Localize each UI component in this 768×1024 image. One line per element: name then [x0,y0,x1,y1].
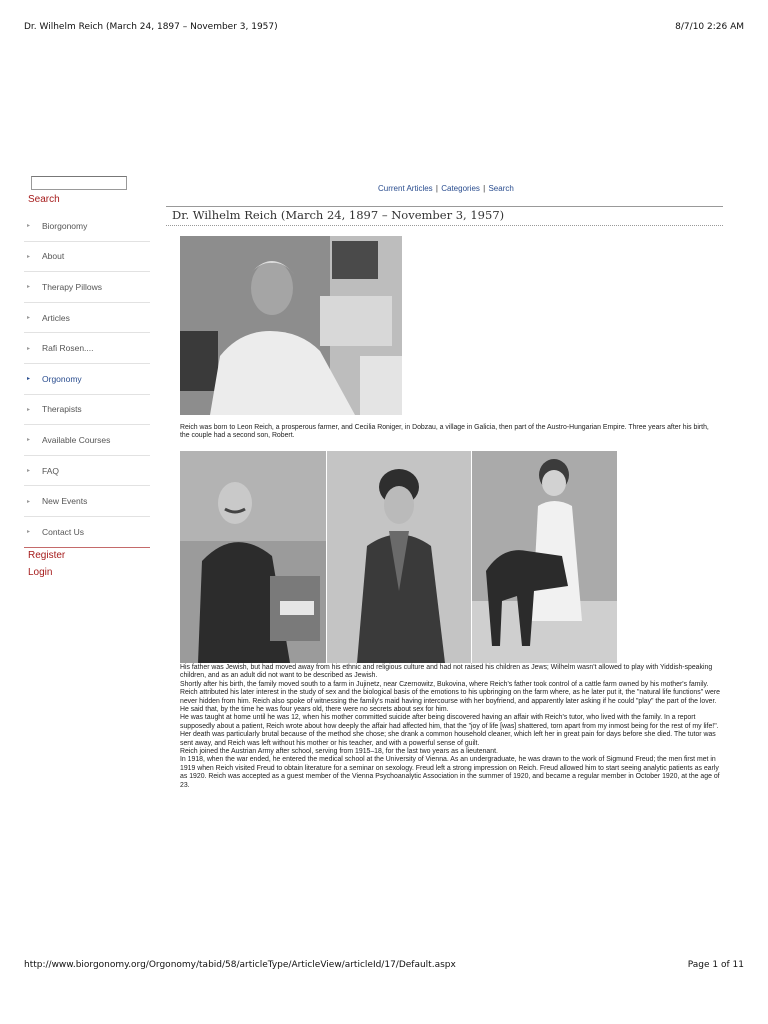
article-paragraph: He was taught at home until he was 12, when his mother committed suicide after being discovered having an affair with Reich's tutor, who lived with the family. In a report supposedly about a patient, Reich wrote about how deeply the affair had affected him, that the "joy of life [was] shattered, torn apart from my inmost being for the rest of my life!". [180,714,719,730]
nav-separator: | [483,184,486,193]
article-paragraph: Reich joined the Austrian Army after school, serving from 1915–18, for the last two years as a lieutenant. [180,748,498,756]
article-body [180,664,720,790]
title-divider-top [166,206,723,207]
arrow-right-icon: ▸ [27,437,31,444]
sidebar-item-label: FAQ [42,465,60,476]
current-articles-link[interactable]: Current Articles [378,184,433,193]
sidebar-item-label: Therapy Pillows [42,281,102,292]
sidebar-item-label: Available Courses [42,434,111,445]
article-paragraph: Shortly after his birth, the family moved south to a farm in Jujinetz, near Czernowitz, Bukovina, where Reich's father took control of a cattle farm owned by his mother's family. Reich attributed his later interest in the study of sex and the biological basis of the emotions to his upbringing on the farm where, as he later put it, the "natural life functions" were never hidden from him. Reich also spoke of witnessing the family's maid having intercourse with her boyfriend, and apparently later asking if he could "play" the part of the lover. He said that, by the time he was four years old, there were no secrets about sex for him. [180,680,720,714]
print-header [24,22,744,32]
sidebar-item-therapists[interactable] [24,395,150,426]
sidebar-item-label: Biorgonomy [42,220,88,231]
arrow-right-icon: ▸ [27,223,31,230]
article-paragraph: Her death was particularly brutal because of the method she chose; she drank a common household cleaner, which left her in great pain for days before she died. The tutor was sent away, and Reich was left without his mother or his teacher, and with a powerful sense of guilt. [180,731,716,747]
title-divider-bottom [166,225,723,226]
print-doc-title: Dr. Wilhelm Reich (March 24, 1897 – November 3, 1957) [24,22,278,32]
login-link[interactable]: Login [28,567,53,578]
nav-separator: | [435,184,438,193]
sidebar-item-label: Articles [42,312,70,323]
search-link[interactable]: Search [28,194,60,205]
photo-caption: Reich was born to Leon Reich, a prosperous farmer, and Cecilia Roniger, in Dobzau, a village in Galicia, then part of the Austro-Hungarian Empire. Three years after his birth, the couple had a second son, Robert. [180,424,709,440]
sidebar-item-about[interactable] [24,242,150,273]
article-paragraph: In 1918, when the war ended, he entered the medical school at the University of Vienna. As an undergraduate, he was drawn to the work of Sigmund Freud; the men first met in 1919 when Reich visited Freud to obtain literature for a seminar on sexology. Freud left a strong impression on Reich. Freud allowed him to start seeing analytic patients as early as 1920. Reich was accepted as a guest member of the Vienna Psychoanalytic Association in the summer of 1920, and became a regular member in October 1920, at the age of 23. [180,756,720,789]
sidebar-item-label: New Events [42,496,88,507]
sidebar-item-contact-us[interactable] [24,517,150,548]
arrow-right-icon: ▸ [27,345,31,352]
arrow-right-icon: ▸ [27,253,31,260]
sidebar-item-label: About [42,251,65,262]
sidebar-item-orgonomy[interactable] [24,364,150,395]
arrow-right-icon: ▸ [27,529,31,536]
arrow-right-icon: ▸ [27,468,31,475]
sidebar-item-label: Rafi Rosen.... [42,343,94,354]
arrow-right-icon: ▸ [27,315,31,322]
arrow-right-icon: ▸ [27,376,31,383]
print-datetime: 8/7/10 2:26 AM [675,22,744,32]
print-url: http://www.biorgonomy.org/Orgonomy/tabid/58/articleType/ArticleView/articleId/17/Default.aspx [24,960,456,970]
register-link[interactable]: Register [28,550,66,561]
father-photo [180,451,326,663]
article-title: Dr. Wilhelm Reich (March 24, 1897 – November 3, 1957) [172,208,505,222]
sidebar-item-rafi-rosen[interactable] [24,333,150,364]
sidebar-item-therapy-pillows[interactable] [24,272,150,303]
arrow-right-icon: ▸ [27,406,31,413]
categories-link[interactable]: Categories [441,184,480,193]
reich-portrait-photo [180,236,402,415]
sidebar-item-faq[interactable] [24,456,150,487]
arrow-right-icon: ▸ [27,498,31,505]
sidebar-item-label: Contact Us [42,526,85,537]
arrow-right-icon: ▸ [27,284,31,291]
sidebar-item-new-events[interactable] [24,486,150,517]
sidebar-item-label: Orgonomy [42,373,82,384]
print-page-number: Page 1 of 11 [687,960,744,970]
search-input[interactable] [31,176,127,190]
print-footer [24,960,744,970]
article-topnav [378,184,514,193]
sidebar-item-available-courses[interactable] [24,425,150,456]
sidebar-item-label: Therapists [42,404,82,415]
sidebar-item-articles[interactable] [24,303,150,334]
sidebar-item-biorgonomy[interactable] [24,211,150,242]
topnav-search-link[interactable]: Search [488,184,514,193]
mother-photo [327,451,471,663]
article-paragraph: His father was Jewish, but had moved away from his ethnic and religious culture and had not raised his children as Jews; Wilhelm wasn't allowed to play with Yiddish-speaking children, and as an adult did not want to be described as Jewish. [180,664,713,680]
auth-links [28,550,65,584]
child-photo [472,451,617,663]
sidebar-nav [24,211,150,548]
